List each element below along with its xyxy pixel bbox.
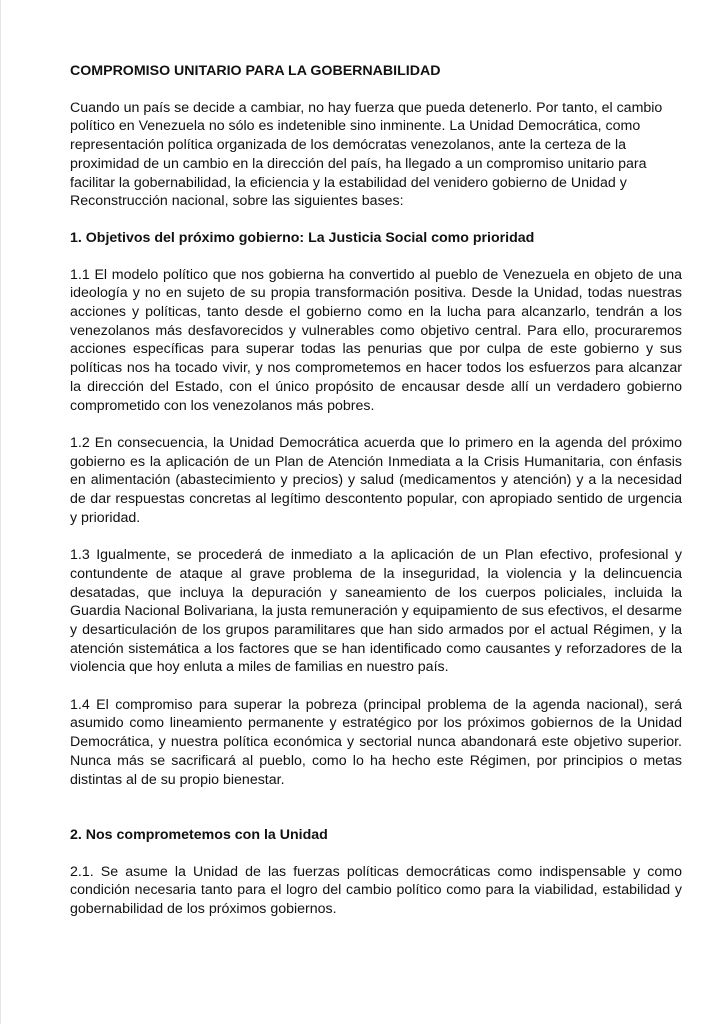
section-2 (70, 826, 682, 919)
section-heading: 1. Objetivos del próximo gobierno: La Justicia Social como prioridad (70, 229, 535, 246)
paragraph-1-1: 1.1 El modelo político que nos gobierna ha convertido al pueblo de Venezuela en objeto de una ideología y no en sujeto de su propia transformación positiva. Desde la Unidad, todas nuestras acciones y políticas, tanto desde el gobierno como en la lucha para alcanzarlo, tendrán a los venezolanos más desfavorecidos y vulnerables como objetivo central. Para ello, procuraremos acciones específicas para superar todas las penurias que por culpa de este gobierno y sus políticas nos ha tocado vivir, y nos comprometemos en hacer todos los esfuerzos para alcanzar la dirección del Estado, con el único propósito de encausar desde allí un verdadero gobierno comprometido con los venezolanos más pobres. (70, 266, 682, 414)
page-edge (0, 0, 1, 1024)
paragraph-1-4: 1.4 El compromiso para superar la pobreza (principal problema de la agenda nacional), será asumido como lineamiento permanente y estratégico por los próximos gobiernos de la Unidad Democrática, y nuestra política económica y sectorial nunca abandonará este objetivo superior. Nunca más se sacrificará al pueblo, como lo ha hecho este Régimen, por principios o metas distintas al de su propio bienestar. (70, 696, 682, 788)
document-title: COMPROMISO UNITARIO PARA LA GOBERNABILIDAD (70, 63, 441, 79)
paragraph-1-2: 1.2 En consecuencia, la Unidad Democrática acuerda que lo primero en la agenda del próximo gobierno es la aplicación de un Plan de Atención Inmediata a la Crisis Humanitaria, con énfasis en alimentación (abastecimiento y precios) y salud (medicamentos y atención) y a la necesidad de dar respuestas concretas al legítimo descontento popular, con apropiado sentido de urgencia y prioridad. (70, 434, 682, 526)
paragraph-2-1: 2.1. Se asume la Unidad de las fuerzas políticas democráticas como indispensable y como condición necesaria tanto para el logro del cambio político como para la viabilidad, estabilidad y gobernabilidad de los próximos gobiernos. (70, 863, 682, 918)
section-spacer (70, 808, 682, 826)
document-page (70, 62, 682, 937)
paragraph-1-3: 1.3 Igualmente, se procederá de inmediato a la aplicación de un Plan efectivo, profesional y contundente de ataque al grave problema de la inseguridad, la violencia y la delincuencia desatadas, que incluya la depuración y saneamiento de los cuerpos policiales, incluida la Guardia Nacional Bolivariana, la justa remuneración y equipamiento de sus efectivos, el desarme y desarticulación de los grupos paramilitares que han sido armados por el actual Régimen, y la atención sistemática a los factores que se han identificado como causantes y reforzadores de la violencia que hoy enluta a miles de familias en nuestro país. (70, 547, 682, 676)
section-1 (70, 229, 682, 789)
intro-paragraph: Cuando un país se decide a cambiar, no hay fuerza que pueda detenerlo. Por tanto, el cambio político en Venezuela no sólo es indetenible sino inminente. La Unidad Democrática, como representación política organizada de los demócratas venezolanos, ante la certeza de la proximidad de un cambio en la dirección del país, ha llegado a un compromiso unitario para facilitar la gobernabilidad, la eficiencia y la estabilidad del venidero gobierno de Unidad y Reconstrucción nacional, sobre las siguientes bases: (70, 99, 663, 210)
section-heading: 2. Nos comprometemos con la Unidad (70, 826, 328, 843)
